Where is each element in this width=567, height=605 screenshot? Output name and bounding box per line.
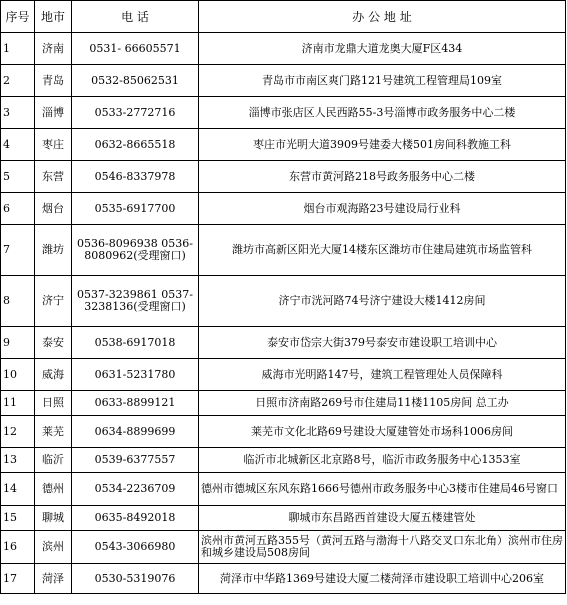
row-number: 12: [1, 416, 35, 448]
table-row: [1, 506, 566, 531]
row-address: 枣庄市光明大道3909号建委大楼501房间科教施工科: [199, 129, 566, 161]
row-address: 东营市黄河路218号政务服务中心二楼: [199, 161, 566, 193]
row-phone: 0539-6377557: [72, 448, 199, 473]
table-row: [1, 276, 566, 327]
row-address: 青岛市市南区爽门路121号建筑工程管理局109室: [199, 65, 566, 97]
row-number: 14: [1, 473, 35, 506]
row-phone: 0532-85062531: [72, 65, 199, 97]
row-phone: 0543-3066980: [72, 531, 199, 564]
row-city: 菏泽: [35, 564, 72, 594]
row-phone: 0531- 66605571: [72, 33, 199, 65]
row-city: 泰安: [35, 327, 72, 359]
table-row: [1, 33, 566, 65]
table-row: [1, 193, 566, 225]
row-address: 潍坊市高新区阳光大厦14楼东区潍坊市住建局建筑市场监管科: [199, 225, 566, 276]
row-city: 日照: [35, 391, 72, 416]
row-city: 临沂: [35, 448, 72, 473]
row-phone: 0631-5231780: [72, 359, 199, 391]
row-number: 6: [1, 193, 35, 225]
header-phone: 电 话: [72, 1, 199, 33]
row-city: 济宁: [35, 276, 72, 327]
row-address: 威海市光明路147号，建筑工程管理处人员保障科: [199, 359, 566, 391]
row-number: 4: [1, 129, 35, 161]
row-number: 17: [1, 564, 35, 594]
row-number: 7: [1, 225, 35, 276]
header-no: 序号: [1, 1, 35, 33]
row-city: 聊城: [35, 506, 72, 531]
row-city: 滨州: [35, 531, 72, 564]
row-city: 烟台: [35, 193, 72, 225]
table-row: [1, 359, 566, 391]
table-row: [1, 327, 566, 359]
row-address: 济宁市洸河路74号济宁建设大楼1412房间: [199, 276, 566, 327]
row-phone: 0535-6917700: [72, 193, 199, 225]
row-address: 临沂市北城新区北京路8号，临沂市政务服务中心1353室: [199, 448, 566, 473]
row-phone: 0634-8899699: [72, 416, 199, 448]
row-address: 济南市龙鼎大道龙奥大厦F区434: [199, 33, 566, 65]
header-row: [1, 1, 566, 33]
row-address: 淄博市张店区人民西路55-3号淄博市政务服务中心二楼: [199, 97, 566, 129]
header-city: 地市: [35, 1, 72, 33]
row-address: 烟台市观海路23号建设局行业科: [199, 193, 566, 225]
row-address: 滨州市黄河五路355号（黄河五路与渤海十八路交叉口东北角）滨州市住房和城乡建设局508房间: [199, 531, 566, 564]
row-city: 东营: [35, 161, 72, 193]
header-address: 办 公 地 址: [199, 1, 566, 33]
row-number: 9: [1, 327, 35, 359]
table-row: [1, 448, 566, 473]
row-number: 10: [1, 359, 35, 391]
row-phone: 0632-8665518: [72, 129, 199, 161]
table-row: [1, 97, 566, 129]
row-city: 淄博: [35, 97, 72, 129]
row-phone: 0533-2772716: [72, 97, 199, 129]
table-row: [1, 473, 566, 506]
row-address: 聊城市东昌路西首建设大厦五楼建管处: [199, 506, 566, 531]
row-phone: 0534-2236709: [72, 473, 199, 506]
row-city: 威海: [35, 359, 72, 391]
table-row: [1, 225, 566, 276]
row-number: 16: [1, 531, 35, 564]
row-phone: 0635-8492018: [72, 506, 199, 531]
row-address: 德州市德城区东风东路1666号德州市政务服务中心3楼市住建局46号窗口: [199, 473, 566, 506]
row-city: 济南: [35, 33, 72, 65]
table-row: [1, 416, 566, 448]
row-number: 1: [1, 33, 35, 65]
row-number: 8: [1, 276, 35, 327]
row-address: 日照市济南路269号市住建局11楼1105房间 总工办: [199, 391, 566, 416]
table-row: [1, 391, 566, 416]
row-city: 潍坊: [35, 225, 72, 276]
row-number: 3: [1, 97, 35, 129]
table-row: [1, 65, 566, 97]
row-number: 5: [1, 161, 35, 193]
row-phone: 0538-6917018: [72, 327, 199, 359]
row-number: 2: [1, 65, 35, 97]
row-city: 枣庄: [35, 129, 72, 161]
row-number: 13: [1, 448, 35, 473]
table-row: [1, 564, 566, 594]
row-phone: 0537-3239861 0537-3238136(受理窗口): [72, 276, 199, 327]
row-address: 菏泽市中华路1369号建设大厦二楼菏泽市建设职工培训中心206室: [199, 564, 566, 594]
row-phone: 0546-8337978: [72, 161, 199, 193]
row-city: 青岛: [35, 65, 72, 97]
table-row: [1, 531, 566, 564]
row-phone: 0530-5319076: [72, 564, 199, 594]
table-row: [1, 161, 566, 193]
row-phone: 0633-8899121: [72, 391, 199, 416]
row-city: 德州: [35, 473, 72, 506]
row-number: 11: [1, 391, 35, 416]
table-row: [1, 129, 566, 161]
row-number: 15: [1, 506, 35, 531]
row-address: 泰安市岱宗大街379号泰安市建设职工培训中心: [199, 327, 566, 359]
row-address: 莱芜市文化北路69号建设大厦建管处市场科1006房间: [199, 416, 566, 448]
row-phone: 0536-8096938 0536-8080962(受理窗口): [72, 225, 199, 276]
row-city: 莱芜: [35, 416, 72, 448]
